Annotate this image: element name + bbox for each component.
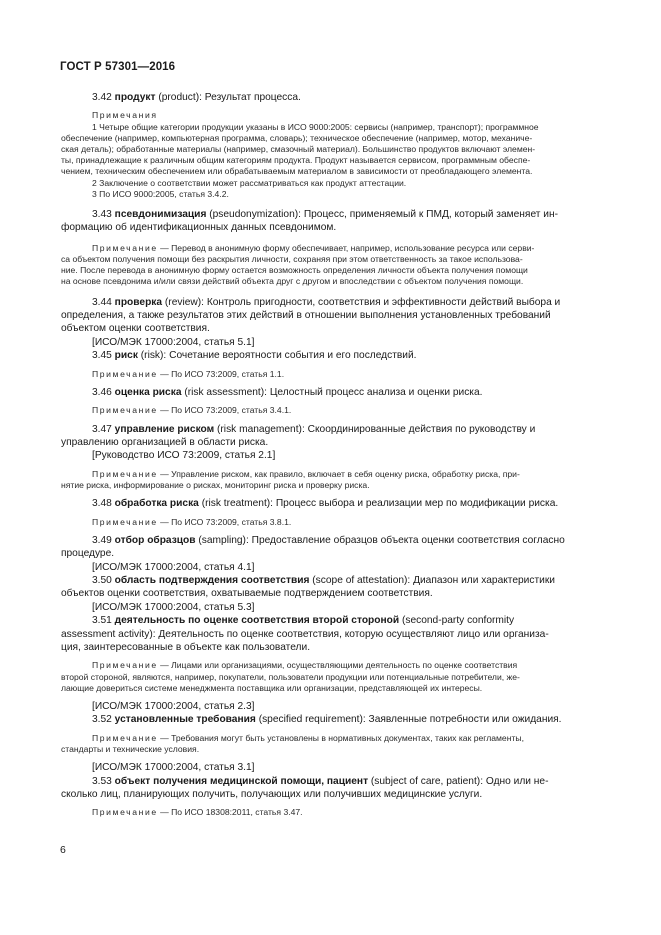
- note-label: Примечания: [92, 110, 158, 121]
- term-entry: 3.51 деятельность по оценке соответствия второй стороной (second-party conformity: [92, 615, 515, 627]
- note-label: Примечание: [92, 468, 158, 479]
- document-body: 3.42 продукт (product): Результат процесса. Примечания 1 Четыре общие категории продукции указаны в ИСО 9000:2005: сервисы (например, транспорт); программное обеспечение (например, компьютерная программа, словарь); техническое обеспечение (например, мотор, механиче- ская деталь); обработанные материалы (например, смазочный материал). Большинство продуктов включают элемен- ты, принадлежащие к различным общим категориям продукта. Продукт называется сервисом, программным обеспе- чением, техническим обеспечением или обрабатываемым материалом в зависимости от преобладающего элемента. 2 Заключение о соответствии может рассматриваться как продукт аттестации. 3 По ИСО 9000:2005, статья 3.4.2. 3.43 псевдонимизация (pseudonymization): Процесс, применяемый к ПМД, который заменяет ин- формацию об идентификационных данных псевдонимом. Примечание — Перевод в анонимную форму обеспечивает, например, использование ресурса или серви- са объектом получения помощи без раскрытия личности, сохраняя при этом ответственность за такое использова- ние. После перевода в анонимную форму остается возможность определения личности объекта получения помощи на основе псевдонима и/или связи действий объекта друг с другом и впоследствии с объектом получения помощи. 3.44 проверка (review): Контроль пригодности, соответствия и эффективности действий выбора и определения, а также результатов этих действий в отношении выполнения установленных требований объектом оценки соответствия. [ИСО/МЭК 17000:2004, статья 5.1] 3.45 риск (risk): Сочетание вероятности события и его последствий. Примечание — По ИСО 73:2009, статья 1.1. 3.46 оценка риска (risk assessment): Целостный процесс анализа и оценки риска. Примечание — По ИСО 73:2009, статья 3.4.1. 3.47 управление риском (risk management): Скоординированные действия по руководству и управлению организацией в области риска. [Руководство ИСО 73:2009, статья 2.1] Примечание — Управление риском, как правило, включает в себя оценку риска, обработку риска, при- нятие риска, информирование о рисках, мониторинг риска и проверку риска. 3.48 обработка риска (risk treatment): Процесс выбора и реализации мер по модификации риска. Примечание — По ИСО 73:2009, статья 3.8.1. 3.49 отбор образцов (sampling): Предоставление образцов объекта оценки соответствия согласно процедуре. [ИСО/МЭК 17000:2004, статья 4.1] 3.50 область подтверждения соответствия (scope of attestation): Диапазон или характеристики объектов оценки соответствия, охватываемые подтверждением соответствия. [ИСО/МЭК 17000:2004, статья 5.3] 3.51 деятельность по оценке соответствия второй стороной (second-party conformity assessment activity): Деятельность по оценке соответствия, которую осуществляют лицо или организа- ция, заинтересованные в объекте как пользователи. Примечание — Лицами или организациями, осуществляющими деятельность по оценке соответствия второй стороной, являются, например, покупатели, пользователи продукции или потенциальные потребители, же- лающие довериться системе менеджмента поставщика или организации, представляющей их интересы. [ИСО/МЭК 17000:2004, статья 2.3] 3.52 установленные требования (specified requirement): Заявленные потребности или ожидания. Примечание — Требования могут быть установлены в нормативных документах, таких как регламенты, стандарты и технические условия. [ИСО/МЭК 17000:2004, статья 3.1] 3.53 объект получения медицинской помощи, пациент (subject of care, patient): Одно или не- сколько лиц, планирующих получить, получающих или получивших медицинские услуги. Примечание — По ИСО 18308:2011, статья 3.47.: [92, 91, 598, 819]
- note-block: Примечание — По ИСО 73:2009, статья 1.1.: [92, 368, 285, 379]
- note-label: Примечание: [92, 807, 158, 818]
- note-block: Примечание — По ИСО 18308:2011, статья 3.47.: [92, 807, 303, 818]
- term-entry: 3.53 объект получения медицинской помощи, пациент (subject of care, patient): Одно или не-: [92, 775, 549, 787]
- note-label: Примечание: [92, 516, 158, 527]
- note-block: Примечание — Управление риском, как правило, включает в себя оценку риска, обработку риска, при- нятие риска, информирование о рисках, мониторинг риска и проверку риска.: [61, 468, 520, 490]
- note-block: Примечание — Требования могут быть установлены в нормативных документах, таких как регламенты, стандарты и технические условия.: [61, 732, 524, 755]
- term-entry: 3.44 проверка (review): Контроль пригодности, соответствия и эффективности действий выбора и: [92, 296, 561, 308]
- reference: [ИСО/МЭК 17000:2004, статья 4.1]: [92, 561, 255, 573]
- note-label: Примечание: [92, 660, 158, 671]
- term-entry: 3.46 оценка риска (risk assessment): Целостный процесс анализа и оценки риска.: [92, 386, 483, 398]
- term-entry: 3.45 риск (risk): Сочетание вероятности события и его последствий.: [92, 350, 417, 362]
- term-entry: 3.52 установленные требования (specified requirement): Заявленные потребности или ожидания.: [92, 714, 562, 726]
- note-block: Примечания 1 Четыре общие категории продукции указаны в ИСО 9000:2005: сервисы (например, транспорт); программное обеспечение (например, компьютерная программа, словарь); техническое обеспечение (например, мотор, механиче- ская деталь); обработанные материалы (например, смазочный материал). Большинство продуктов включают элемен- ты, принадлежащие к различным общим категориям продукта. Продукт называется сервисом, программным обеспе- чением, техническим обеспечением или обрабатываемым материалом в зависимости от преобладающего элемента. 2 Заключение о соответствии может рассматриваться как продукт аттестации. 3 По ИСО 9000:2005, статья 3.4.2.: [92, 110, 598, 200]
- page-number: 6: [60, 844, 66, 856]
- note-label: Примечание: [92, 368, 158, 379]
- reference: [ИСО/МЭК 17000:2004, статья 5.1]: [92, 336, 255, 348]
- note-block: Примечание — Лицами или организациями, осуществляющими деятельность по оценке соответствия второй стороной, являются, например, покупатели, пользователи продукции или потенциальные потребители, же- лающие довериться системе менеджмента поставщика или организации, представляющей их интересы.: [61, 660, 520, 693]
- term-entry: 3.48 обработка риска (risk treatment): Процесс выбора и реализации мер по модификации риска.: [92, 498, 559, 510]
- note-block: Примечание — По ИСО 73:2009, статья 3.8.1.: [92, 516, 292, 527]
- term-entry: 3.42 продукт (product): Результат процесса.: [92, 92, 301, 103]
- term-entry: 3.43 псевдонимизация (pseudonymization): Процесс, применяемый к ПМД, который заменяет ин-: [92, 209, 558, 221]
- note-label: Примечание: [92, 242, 158, 253]
- term-entry: 3.49 отбор образцов (sampling): Предоставление образцов объекта оценки соответствия согласно: [92, 534, 565, 546]
- term-entry: 3.50 область подтверждения соответствия (scope of attestation): Диапазон или характеристики: [92, 574, 555, 586]
- note-label: Примечание: [92, 405, 158, 416]
- reference: [Руководство ИСО 73:2009, статья 2.1]: [92, 450, 276, 462]
- reference: [ИСО/МЭК 17000:2004, статья 2.3]: [92, 701, 255, 712]
- note-block: Примечание — Перевод в анонимную форму обеспечивает, например, использование ресурса или серви- са объектом получения помощи без раскрытия личности, сохраняя при этом ответственность за такое использова- ние. После перевода в анонимную форму остается возможность определения личности объекта получения помощи на основе псевдонима и/или связи действий объекта друг с другом и впоследствии с объектом получения помощи.: [61, 242, 535, 287]
- reference: [ИСО/МЭК 17000:2004, статья 3.1]: [92, 762, 255, 774]
- note-label: Примечание: [92, 732, 158, 743]
- document-header: ГОСТ Р 57301—2016: [60, 61, 176, 73]
- term-entry: 3.47 управление риском (risk management): Скоординированные действия по руководству и: [92, 423, 536, 435]
- reference: [ИСО/МЭК 17000:2004, статья 5.3]: [92, 601, 255, 613]
- note-block: Примечание — По ИСО 73:2009, статья 3.4.1.: [92, 405, 292, 416]
